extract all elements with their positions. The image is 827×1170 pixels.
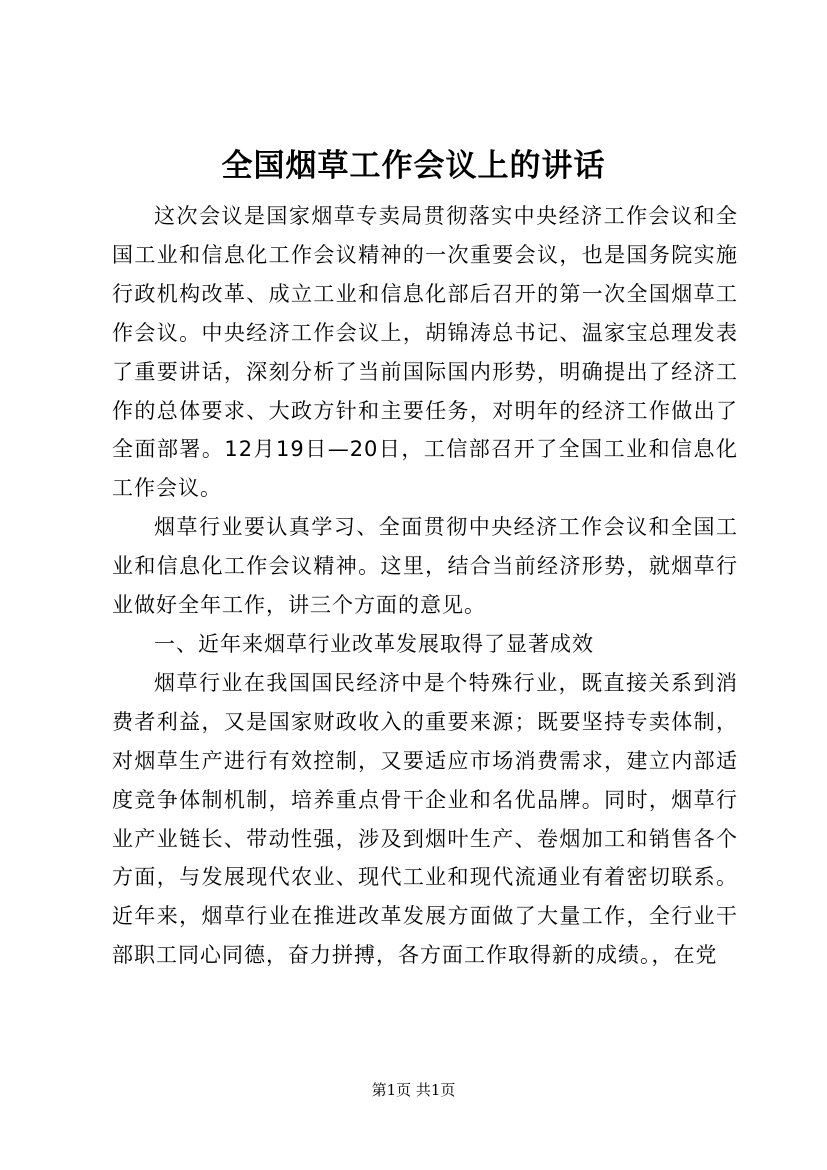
section-heading: 一、近年来烟草行业改革发展取得了显著成效 — [154, 631, 594, 656]
paragraph: 烟草行业在我国国民经济中是个特殊行业，既直接关系到消费者利益，又是国家财政收入的重要来源；既要坚持专卖体制，对烟草生产进行有效控制，又要适应市场消费需求，建立内部适度竞争体制机制，培养重点骨干企业和名优品牌。同时，烟草行业产业链长、带动性强，涉及到烟叶生产、卷烟加工和销售各个方面，与发展现代农业、现代工业和现代流通业有着密切联系。近年来，烟草行业在推进改革发展方面做了大量工作，全行业干部职工同心同德，奋力拼搏，各方面工作取得新的成绩。，在党 — [112, 670, 738, 968]
paragraph: 烟草行业要认真学习、全面贯彻中央经济工作会议和全国工业和信息化工作会议精神。这里，结合当前经济形势，就烟草行业做好全年工作，讲三个方面的意见。 — [112, 515, 738, 618]
page-number-footer: 第1页 共1页 — [371, 1081, 456, 1099]
document-body — [112, 197, 738, 975]
document-title: 全国烟草工作会议上的讲话 — [221, 148, 606, 184]
paragraph: 这次会议是国家烟草专卖局贯彻落实中央经济工作会议和全国工业和信息化工作会议精神的一次重要会议，也是国务院实施行政机构改革、成立工业和信息化部后召开的第一次全国烟草工作会议。中央经济工作会议上，胡锦涛总书记、温家宝总理发表了重要讲话，深刻分析了当前国际国内形势，明确提出了经济工作的总体要求、大政方针和主要任务，对明年的经济工作做出了全面部署。12月19日—20日，工信部召开了全国工业和信息化工作会议。 — [112, 204, 738, 501]
